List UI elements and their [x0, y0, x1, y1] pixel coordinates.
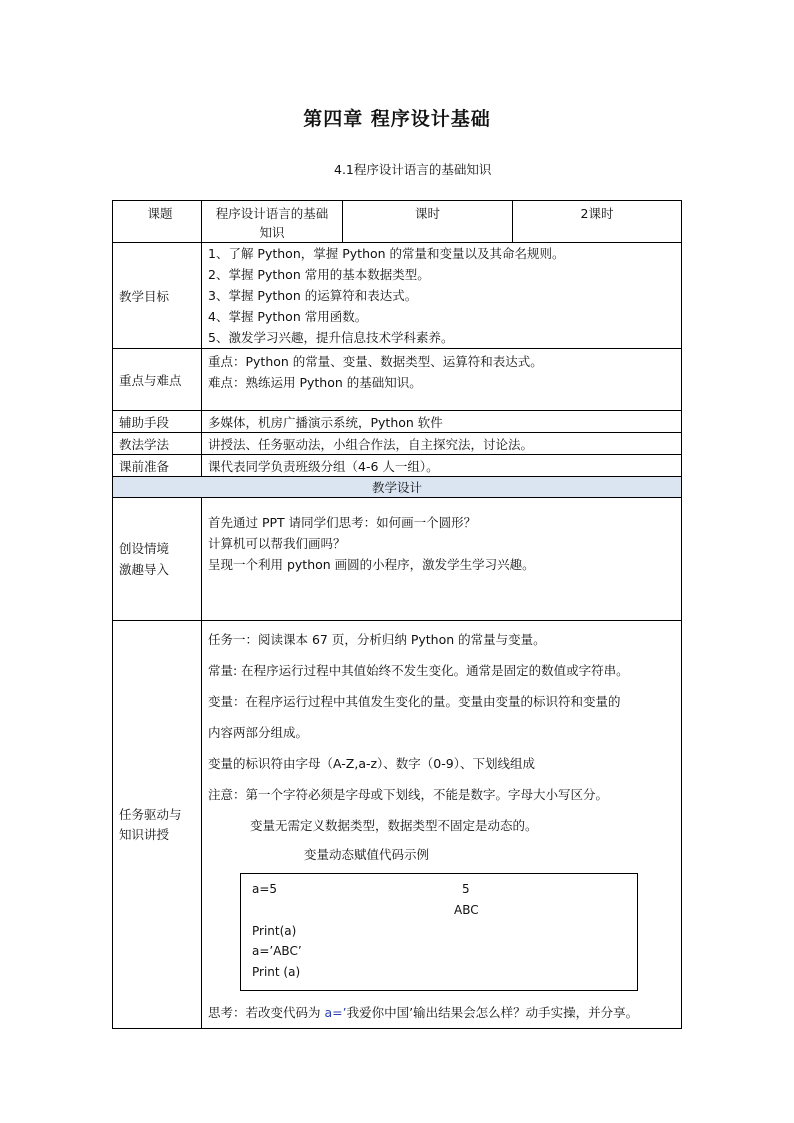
- objective-item: 2、掌握 Python 常用的基本数据类型。: [208, 267, 430, 282]
- task-label: 任务驱动与 知识讲授: [113, 621, 202, 1029]
- intro-content: [202, 498, 682, 621]
- task-line: 变量：在程序运行过程中其值发生变化的量。变量由变量的标识符和变量的: [208, 694, 621, 709]
- chapter-title: 第四章 程序设计基础: [303, 108, 491, 130]
- think-code: a=’: [324, 1005, 347, 1020]
- code-output: 5: [462, 882, 470, 896]
- topic-value: 程序设计语言的基础 知识: [202, 201, 343, 243]
- design-header-row: [113, 477, 682, 498]
- task-line: 任务一：阅读课本 67 页，分析归纳 Python 的常量与变量。: [208, 632, 546, 647]
- task-line: 注意：第一个字符必须是字母或下划线，不能是数字。字母大小写区分。: [208, 787, 609, 802]
- objectives-label: 教学目标: [113, 243, 202, 349]
- objective-item: 5、激发学习兴趣，提升信息技术学科素养。: [208, 330, 454, 345]
- task-line: 常量: 在程序运行过程中其值始终不发生变化。通常是固定的数值或字符串。: [208, 663, 629, 678]
- topic-label: 课题: [113, 201, 202, 243]
- intro-label: 创设情境 激趣导入: [113, 498, 202, 621]
- code-line: Print(a): [252, 924, 297, 938]
- objectives-content: [202, 243, 682, 349]
- objective-item: 3、掌握 Python 的运算符和表达式。: [208, 288, 418, 303]
- task-line: 内容两部分组成。: [208, 725, 309, 740]
- code-line: a=5: [252, 882, 278, 896]
- keypoints-content: [202, 349, 682, 411]
- prep-label: 课前准备: [113, 455, 202, 477]
- objective-item: 1、了解 Python，掌握 Python 的常量和变量以及其命名规则。: [208, 246, 565, 261]
- code-line: a=’ABC’: [252, 944, 302, 958]
- methods-row: [113, 433, 682, 455]
- intro-line: 计算机可以帮我们画吗？: [208, 536, 346, 551]
- intro-line: 呈现一个利用 python 画圆的小程序，激发学生学习兴趣。: [208, 557, 535, 572]
- aids-row: [113, 411, 682, 433]
- objectives-row: [113, 243, 682, 349]
- code-output: ABC: [454, 903, 479, 917]
- task-content: [202, 621, 682, 1029]
- task-line: 变量的标识符由字母（A-Z,a-z）、数字（0-9）、下划线组成: [208, 756, 535, 771]
- task-line: 变量无需定义数据类型，数据类型不固定是动态的。: [250, 818, 538, 833]
- intro-row: [113, 498, 682, 621]
- keypoints-label: 重点与难点: [113, 349, 202, 411]
- code-caption: 变量动态赋值代码示例: [304, 847, 430, 862]
- hours-value: 2课时: [513, 201, 682, 243]
- code-line: Print (a): [252, 965, 301, 979]
- prep-row: [113, 455, 682, 477]
- objective-item: 4、掌握 Python 常用函数。: [208, 309, 368, 324]
- keypoint-item: 重点：Python 的常量、变量、数据类型、运算符和表达式。: [208, 354, 543, 369]
- intro-line: 首先通过 PPT 请同学们思考：如何画一个圆形？: [208, 515, 477, 530]
- design-header: 教学设计: [113, 477, 682, 498]
- think-question: 思考：若改变代码为 a=’我爱你中国’输出结果会怎么样？动手实操，并分享。: [208, 1005, 639, 1020]
- aids-value: 多媒体，机房广播演示系统，Python 软件: [202, 411, 682, 433]
- keypoint-item: 难点：熟练运用 Python 的基础知识。: [208, 375, 422, 390]
- hours-label: 课时: [343, 201, 513, 243]
- section-title: 4.1程序设计语言的基础知识: [334, 162, 492, 177]
- topic-row: [113, 201, 682, 243]
- lesson-plan-table: [112, 200, 682, 1029]
- task-row: [113, 621, 682, 1029]
- methods-value: 讲授法、任务驱动法，小组合作法，自主探究法，讨论法。: [202, 433, 682, 455]
- methods-label: 教法学法: [113, 433, 202, 455]
- aids-label: 辅助手段: [113, 411, 202, 433]
- prep-value: 课代表同学负责班级分组（4-6 人一组）。: [202, 455, 682, 477]
- keypoints-row: [113, 349, 682, 411]
- code-example-box: [240, 873, 638, 991]
